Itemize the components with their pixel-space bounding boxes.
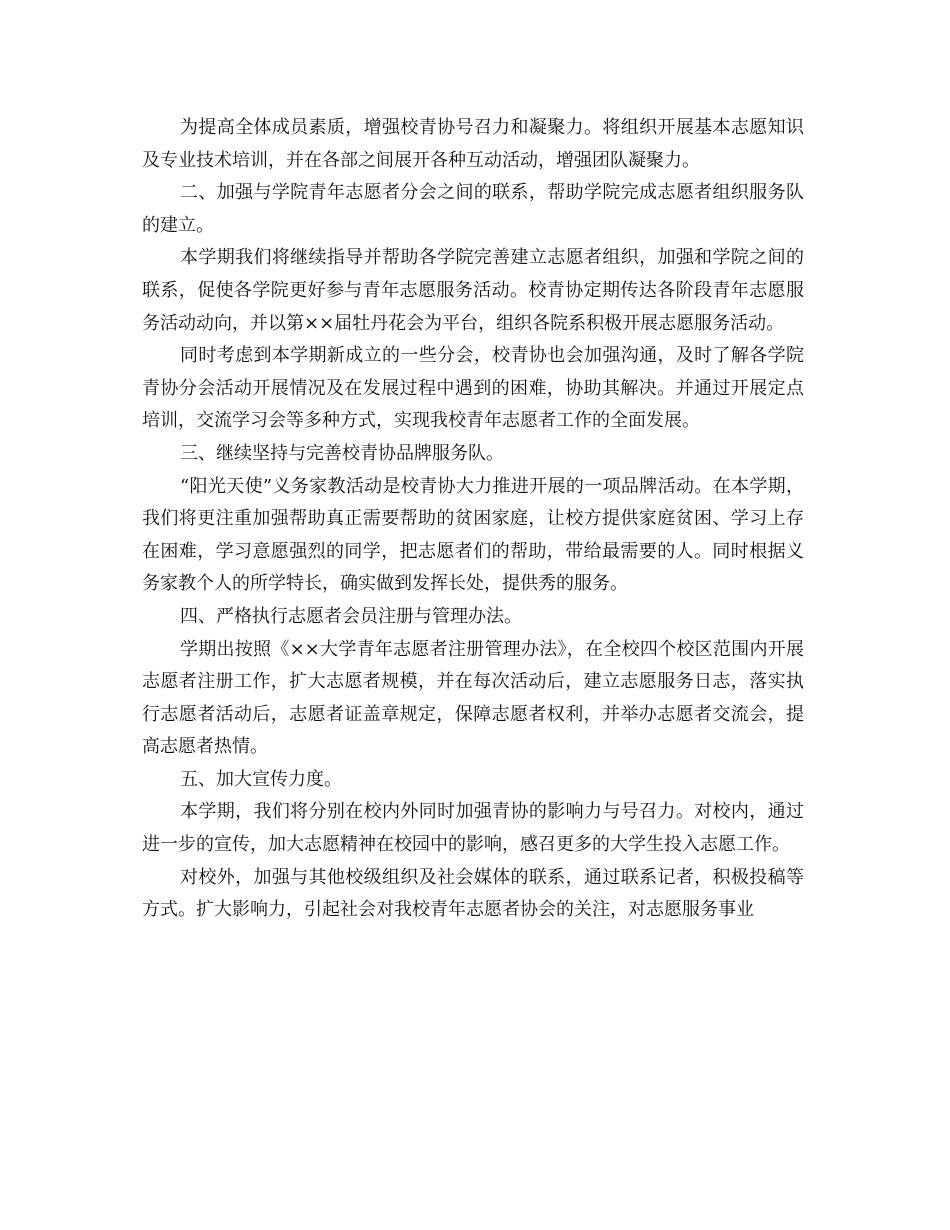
paragraph: “阳光天使”义务家教活动是校青协大力推进开展的一项品牌活动。在本学期，我们将更注重加强帮助真正需要帮助的贫困家庭，让校方提供家庭贫困、学习上存在困难，学习意愿强烈的同学，把志愿者们的帮助，带给最需要的人。同时根据义务家教个人的所学特长，确实做到发挥长处，提供秀的服务。 [142,475,804,595]
paragraph: 对校外，加强与其他校级组织及社会媒体的联系，通过联系记者，积极投稿等方式。扩大影响力，引起社会对我校青年志愿者协会的关注，对志愿服务事业 [142,866,804,921]
section-heading-4: 四、严格执行志愿者会员注册与管理办法。 [180,605,522,627]
section-heading-5: 五、加大宣传力度。 [180,768,342,790]
paragraph: 为提高全体成员素质，增强校青协号召力和凝聚力。将组织开展基本志愿知识及专业技术培训，并在各部之间展开各种互动活动，增强团队凝聚力。 [142,117,804,171]
paragraph: 同时考虑到本学期新成立的一些分会，校青协也会加强沟通，及时了解各学院青协分会活动开展情况及在发展过程中遇到的困难，协助其解决。并通过开展定点培训，交流学习会等多种方式，实现我校青年志愿者工作的全面发展。 [142,345,804,432]
paragraph: 本学期我们将继续指导并帮助各学院完善建立志愿者组织，加强和学院之间的联系，促使各学院更好参与青年志愿服务活动。校青协定期传达各阶段青年志愿服务活动动向，并以第××届牡丹花会为平台，组织各院系积极开展志愿服务活动。 [142,247,804,334]
section-heading-3: 三、继续坚持与完善校青协品牌服务队。 [180,442,504,464]
section-heading-2: 二、加强与学院青年志愿者分会之间的联系，帮助学院完成志愿者组织服务队的建立。 [142,182,804,236]
document-body [142,112,804,927]
paragraph: 本学期，我们将分别在校内外同时加强青协的影响力与号召力。对校内，通过进一步的宣传，加大志愿精神在校园中的影响，感召更多的大学生投入志愿工作。 [142,801,804,856]
paragraph: 学期出按照《××大学青年志愿者注册管理办法》，在全校四个校区范围内开展志愿者注册工作，扩大志愿者规模，并在每次活动后，建立志愿服务日志，落实执行志愿者活动后，志愿者证盖章规定，保障志愿者权利，并举办志愿者交流会，提高志愿者热情。 [142,638,804,758]
